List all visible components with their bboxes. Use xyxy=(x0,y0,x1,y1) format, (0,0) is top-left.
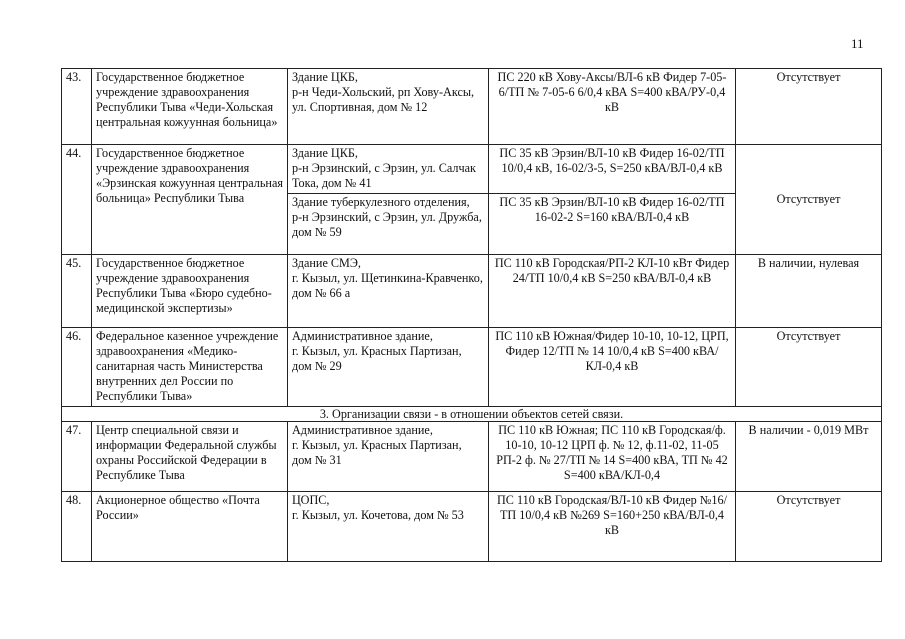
power-supply-scheme: ПС 35 кВ Эрзин/ВЛ-10 кВ Фидер 16-02/ТП 16-02-2 S=160 кВА/ВЛ-0,4 кВ xyxy=(489,194,736,255)
table-row xyxy=(62,69,882,145)
power-supply-scheme: ПС 110 кВ Городская/ВЛ-10 кВ Фидер №16/ТП 10/0,4 кВ №269 S=160+250 кВА/ВЛ-0,4 кВ xyxy=(489,492,736,562)
objects-table xyxy=(61,68,882,562)
object-address: Здание СМЭ, г. Кызыл, ул. Щетинкина-Кравченко, дом № 66 а xyxy=(288,255,489,328)
table-row xyxy=(62,492,882,562)
object-address: Административное здание, г. Кызыл, ул. Красных Партизан, дом № 29 xyxy=(288,328,489,407)
row-number: 46. xyxy=(62,328,92,407)
table-row xyxy=(62,422,882,492)
table-row xyxy=(62,255,882,328)
object-address: Здание ЦКБ, р-н Эрзинский, с Эрзин, ул. Салчак Тока, дом № 41 xyxy=(288,145,489,194)
object-address: Административное здание, г. Кызыл, ул. Красных Партизан, дом № 31 xyxy=(288,422,489,492)
organization-name: Федеральное казенное учреждение здравоохранения «Медико-санитарная часть Министерства внутренних дел России по Республики Тыва» xyxy=(92,328,288,407)
object-address: ЦОПС, г. Кызыл, ул. Кочетова, дом № 53 xyxy=(288,492,489,562)
organization-name: Акционерное общество «Почта России» xyxy=(92,492,288,562)
row-number: 45. xyxy=(62,255,92,328)
capacity-status: В наличии, нулевая xyxy=(736,255,882,328)
power-supply-scheme: ПС 35 кВ Эрзин/ВЛ-10 кВ Фидер 16-02/ТП 10/0,4 кВ, 16-02/3-5, S=250 кВА/ВЛ-0,4 кВ xyxy=(489,145,736,194)
organization-name: Центр специальной связи и информации Федеральной службы охраны Российской Федерации в Республике Тыва xyxy=(92,422,288,492)
row-number: 48. xyxy=(62,492,92,562)
capacity-status: В наличии - 0,019 МВт xyxy=(736,422,882,492)
power-supply-scheme: ПС 110 кВ Южная/Фидер 10-10, 10-12, ЦРП, Фидер 12/ТП № 14 10/0,4 кВ S=400 кВА/КЛ-0,4 кВ xyxy=(489,328,736,407)
capacity-status: Отсутствует xyxy=(736,145,882,255)
organization-name: Государственное бюджетное учреждение здравоохранения Республики Тыва «Бюро судебно-медицинской экспертизы» xyxy=(92,255,288,328)
power-supply-scheme: ПС 110 кВ Южная; ПС 110 кВ Городская/ф. 10-10, 10-12 ЦРП ф. № 12, ф.11-02, 11-05 РП-2 ф. № 27/ТП № 14 S=400 кВА, ТП № 42 S=400 кВА/КЛ-0,4 xyxy=(489,422,736,492)
table-row xyxy=(62,328,882,407)
row-number: 47. xyxy=(62,422,92,492)
section-header-row xyxy=(62,407,882,422)
power-supply-scheme: ПС 110 кВ Городская/РП-2 КЛ-10 кВт Фидер 24/ТП 10/0,4 кВ S=250 кВА/ВЛ-0,4 кВ xyxy=(489,255,736,328)
table-row xyxy=(62,145,882,194)
organization-name: Государственное бюджетное учреждение здравоохранения Республики Тыва «Чеди-Хольская центральная кожуунная больница» xyxy=(92,69,288,145)
capacity-status: Отсутствует xyxy=(736,328,882,407)
power-supply-scheme: ПС 220 кВ Хову-Аксы/ВЛ-6 кВ Фидер 7-05-6/ТП № 7-05-6 6/0,4 кВА S=400 кВА/РУ-0,4 кВ xyxy=(489,69,736,145)
capacity-status: Отсутствует xyxy=(736,492,882,562)
organization-name: Государственное бюджетное учреждение здравоохранения «Эрзинская кожуунная центральная больница» Республики Тыва xyxy=(92,145,288,255)
page-number: 11 xyxy=(851,36,864,51)
capacity-status: Отсутствует xyxy=(736,69,882,145)
object-address: Здание туберкулезного отделения, р-н Эрзинский, с Эрзин, ул. Дружба, дом № 59 xyxy=(288,194,489,255)
row-number: 44. xyxy=(62,145,92,255)
object-address: Здание ЦКБ, р-н Чеди-Хольский, рп Хову-Аксы, ул. Спортивная, дом № 12 xyxy=(288,69,489,145)
section-title: 3. Организации связи - в отношении объектов сетей связи. xyxy=(62,407,882,422)
row-number: 43. xyxy=(62,69,92,145)
